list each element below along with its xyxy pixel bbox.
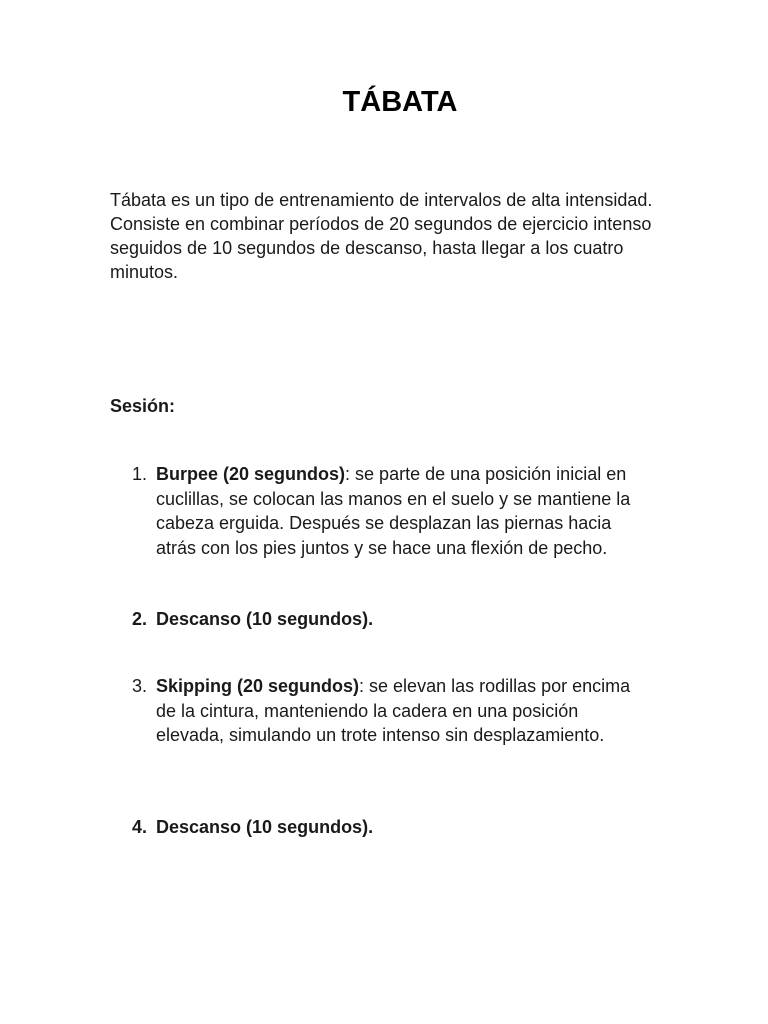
list-item-term: Descanso (10 segundos). xyxy=(156,609,374,629)
list-item-text: : se parte de una posición inicial en cuclillas, se colocan las manos en el suelo y se mantiene la cabeza erguida. Después se desplazan las piernas hacia atrás con los pies juntos y se hace una flexión de pecho. xyxy=(156,464,631,558)
list-item-number: 1. xyxy=(132,464,148,484)
list-item-term: Descanso (10 segundos). xyxy=(156,817,374,837)
list-item-burpee xyxy=(110,462,670,560)
list-item-term: Skipping (20 segundos) xyxy=(156,676,360,696)
intro-paragraph: Tábata es un tipo de entrenamiento de intervalos de alta intensidad. Consiste en combinar períodos de 20 segundos de ejercicio intenso seguidos de 10 segundos de descanso, hasta llegar a los cuatro minutos. xyxy=(110,190,653,282)
list-item-body xyxy=(156,674,646,748)
list-item-rest-2 xyxy=(110,815,670,840)
session-heading: Sesión: xyxy=(110,396,176,416)
list-item-number: 3. xyxy=(132,676,148,696)
list-item-body xyxy=(156,462,646,560)
list-item-number: 4. xyxy=(132,817,148,837)
page-title: TÁBATA xyxy=(342,86,458,118)
list-item-body xyxy=(156,607,646,632)
list-item-skipping xyxy=(110,674,670,748)
list-item-term: Burpee (20 segundos) xyxy=(156,464,346,484)
list-item-number: 2. xyxy=(132,609,148,629)
list-item-body xyxy=(156,815,646,840)
list-item-rest-1 xyxy=(110,607,670,632)
list-item-text: : se elevan las rodillas por encima de la cintura, manteniendo la cadera en una posición elevada, simulando un trote intenso sin desplazamiento. xyxy=(156,676,631,745)
